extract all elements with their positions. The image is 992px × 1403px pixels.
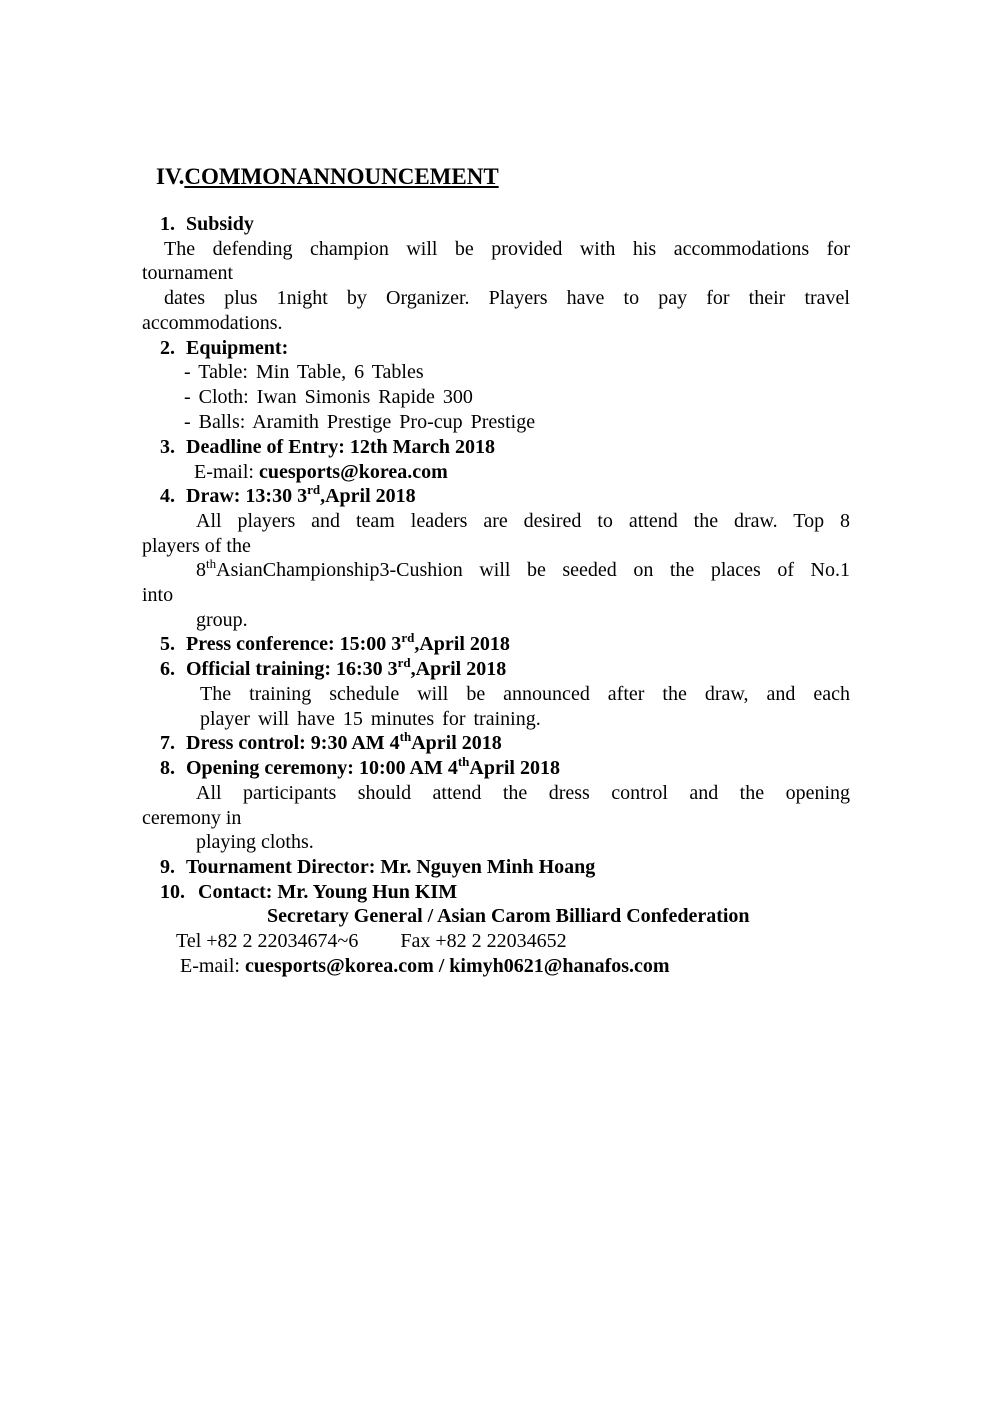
item-number: 1.: [160, 213, 175, 235]
equipment-cloth: - Cloth: Iwan Simonis Rapide 300: [184, 386, 473, 408]
item-label: Official training: 16:30 3: [186, 658, 398, 680]
opening-line-1: All participants should attend the dress control and the opening: [196, 782, 850, 804]
item-director-heading: [160, 855, 595, 879]
item-label-date: ,April 2018: [410, 658, 507, 680]
contact-phone-line: [176, 929, 567, 953]
item-number: 6.: [160, 658, 175, 680]
item-label: Equipment:: [186, 337, 289, 359]
item-label: Press conference: 15:00 3: [186, 633, 402, 655]
ordinal-suffix: th: [457, 754, 470, 769]
item-number: 3.: [160, 436, 175, 458]
section-title: [156, 163, 499, 191]
ordinal-suffix: rd: [307, 482, 321, 497]
item-press-heading: [160, 632, 510, 656]
deadline-email[interactable]: cuesports@korea.com: [258, 461, 448, 483]
draw-line-1: All players and team leaders are desired to attend the draw. Top 8: [196, 510, 850, 532]
equipment-table: - Table: Min Table, 6 Tables: [184, 361, 424, 383]
draw-line-2: players of the: [142, 535, 251, 557]
contact-emails[interactable]: cuesports@korea.com / kimyh0621@hanafos.com: [244, 955, 670, 977]
email-label: E-mail:: [194, 461, 259, 483]
item-equipment-heading: [160, 336, 288, 360]
draw-line-3: [196, 558, 850, 582]
contact-tel: Tel +82 2 22034674~6: [176, 930, 359, 952]
email-label: E-mail:: [180, 955, 245, 977]
training-line-2: player will have 15 minutes for training.: [200, 708, 541, 730]
deadline-email-line: [194, 460, 448, 484]
contact-email-line: [180, 954, 670, 978]
item-label: Deadline of Entry: 12th March 2018: [186, 436, 496, 458]
item-number: 4.: [160, 485, 175, 507]
ordinal-suffix: rd: [401, 630, 415, 645]
subsidy-line-3: dates plus 1night by Organizer. Players have to pay for their travel: [164, 287, 850, 309]
subsidy-line-1: The defending champion will be provided with his accommodations for: [164, 238, 850, 260]
opening-line-2: ceremony in: [142, 807, 242, 829]
draw-ordinal-number: 8: [196, 559, 206, 581]
draw-line-3-text: AsianChampionship3-Cushion will be seeded on the places of No.1: [216, 559, 850, 581]
ordinal-suffix: th: [399, 729, 412, 744]
item-label-date: April 2018: [411, 732, 502, 754]
ordinal-suffix: rd: [397, 655, 411, 670]
item-number: 10.: [160, 881, 185, 903]
item-number: 9.: [160, 856, 175, 878]
item-opening-heading: [160, 756, 560, 780]
item-contact-heading: [160, 880, 457, 904]
item-label-date: April 2018: [469, 757, 560, 779]
item-number: 7.: [160, 732, 175, 754]
item-label: Subsidy: [186, 213, 254, 235]
equipment-balls: - Balls: Aramith Prestige Pro-cup Prestige: [184, 411, 536, 433]
item-number: 5.: [160, 633, 175, 655]
item-label: Opening ceremony: 10:00 AM 4: [186, 757, 458, 779]
section-prefix: IV.: [156, 164, 185, 189]
item-number: 2.: [160, 337, 175, 359]
item-label: Tournament Director: Mr. Nguyen Minh Hoang: [186, 856, 596, 878]
contact-fax: Fax +82 2 22034652: [400, 930, 567, 952]
item-subsidy-heading: [160, 212, 254, 236]
subsidy-line-4: accommodations.: [142, 312, 283, 334]
subsidy-line-2: tournament: [142, 262, 234, 284]
opening-line-3: playing cloths.: [196, 831, 314, 853]
item-label: Dress control: 9:30 AM 4: [186, 732, 400, 754]
item-dress-heading: [160, 731, 502, 755]
draw-line-4: into: [142, 584, 174, 606]
item-deadline-heading: [160, 435, 495, 459]
item-label: Contact: Mr. Young Hun KIM: [198, 881, 458, 903]
ordinal-suffix: th: [206, 556, 217, 571]
item-label-date: ,April 2018: [414, 633, 510, 655]
training-line-1: The training schedule will be announced after the draw, and each: [200, 683, 850, 705]
item-label: Draw: 13:30 3: [186, 485, 308, 507]
draw-line-5: group.: [196, 609, 248, 631]
item-number: 8.: [160, 757, 175, 779]
section-title-text: COMMONANNOUNCEMENT: [184, 164, 499, 189]
contact-role: Secretary General / Asian Carom Billiard Confederation: [267, 905, 750, 927]
item-training-heading: [160, 657, 506, 681]
item-draw-heading: [160, 484, 416, 508]
item-label-date: ,April 2018: [320, 485, 416, 507]
